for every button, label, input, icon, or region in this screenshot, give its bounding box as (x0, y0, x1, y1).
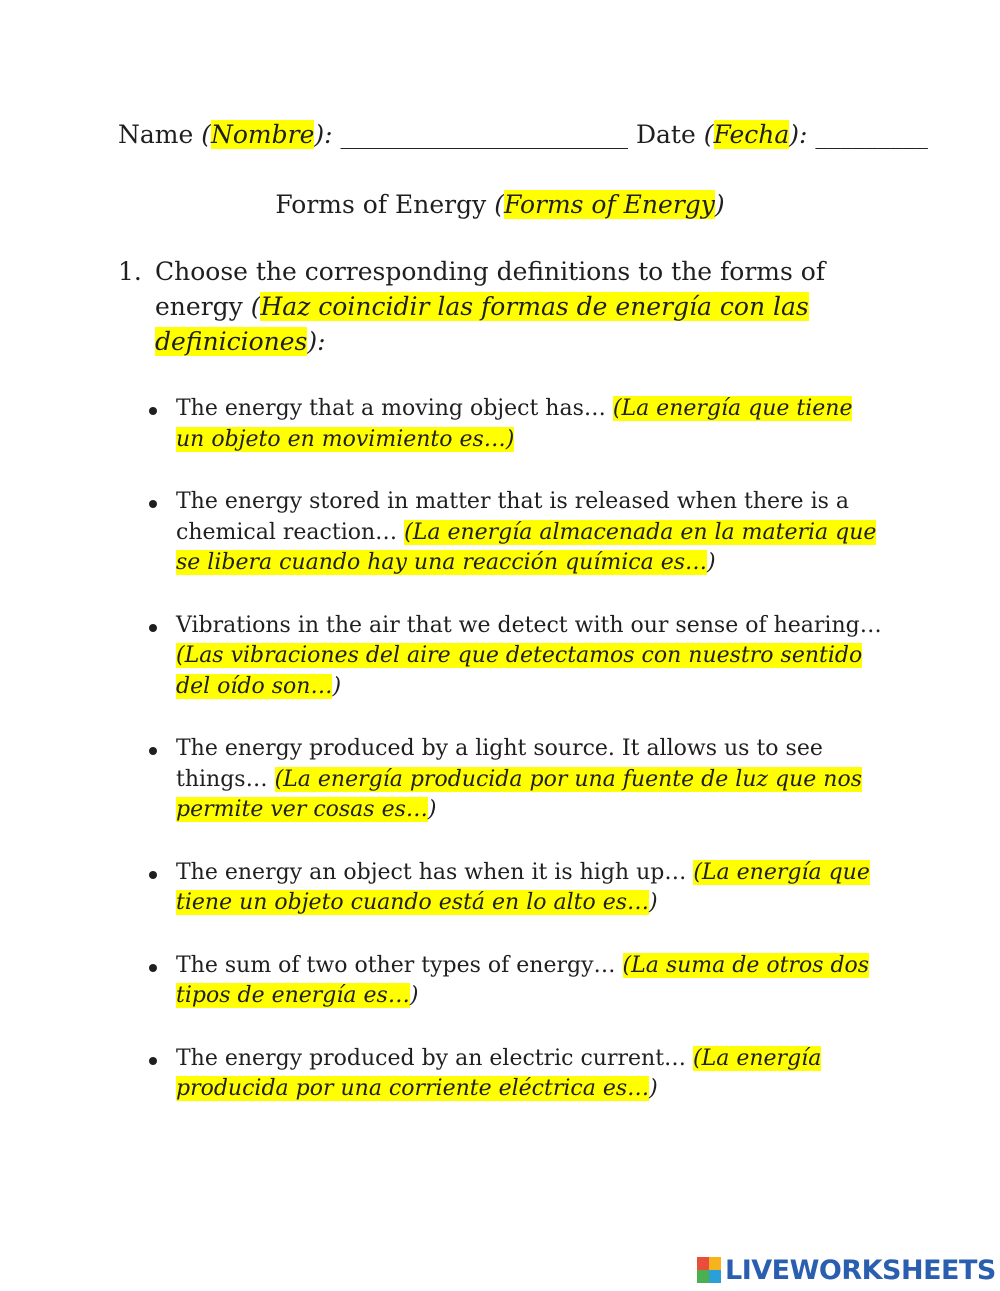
logo-square (697, 1257, 709, 1270)
question-1 (118, 254, 838, 359)
question-number: 1. (118, 257, 142, 286)
definition-spanish: (La suma de otros dos tipos de energía es… (176, 952, 870, 1008)
title-spanish: Forms of Energy (503, 190, 715, 219)
title-english: Forms of Energy (275, 190, 495, 219)
definition-spanish: (La energía que tiene un objeto en movimiento es…) (176, 396, 853, 452)
date-blank[interactable]: _________ (807, 120, 928, 149)
definition-english: The energy an object has when it is high up… (176, 859, 694, 885)
definition-tail: ) (649, 890, 658, 915)
definition-english: Vibrations in the air that we detect with our sense of hearing… (176, 612, 882, 638)
definition-spanish: (La energía producida por una corriente eléctrica es… (176, 1045, 822, 1101)
bullet-icon (149, 871, 157, 879)
definition-item (146, 734, 886, 826)
bullet-icon (149, 747, 157, 755)
definition-item (146, 1044, 886, 1105)
liveworksheets-logo (697, 1254, 996, 1286)
definition-item (146, 951, 886, 1012)
date-label: Date (635, 120, 704, 149)
name-spanish-label: Nombre (211, 120, 315, 149)
bullet-icon (149, 1057, 157, 1065)
definition-english: The energy stored in matter that is released when there is a chemical reaction… (176, 489, 850, 545)
definition-item (146, 487, 886, 579)
question-paren-open: ( (250, 292, 261, 321)
date-paren-open: ( (703, 120, 714, 149)
name-paren-open: ( (201, 120, 211, 149)
title-paren-close: ) (714, 190, 725, 219)
definition-item (146, 858, 886, 919)
definition-tail: ) (707, 550, 716, 575)
definition-spanish: (La energía producida por una fuente de luz que nos permite ver cosas es… (176, 766, 862, 822)
bullet-icon (149, 500, 157, 508)
definition-english: The sum of two other types of energy… (176, 952, 623, 978)
logo-square (709, 1270, 721, 1283)
definition-spanish: (Las vibraciones del aire que detectamos con nuestro sentido del oído son… (176, 643, 863, 699)
bullet-icon (149, 964, 157, 972)
definition-english: The energy produced by a light source. It allows us to see things… (176, 736, 823, 792)
logo-square (709, 1257, 721, 1270)
definition-item (146, 611, 886, 703)
definition-list (146, 394, 886, 1105)
title-paren-open: ( (494, 190, 504, 219)
logo-square (697, 1270, 709, 1283)
liveworksheets-logo-icon (697, 1257, 721, 1283)
bullet-icon (149, 407, 157, 415)
date-spanish-label: Fecha (713, 120, 790, 149)
definition-spanish: (La energía almacenada en la materia que se libera cuando hay una reacción química es… (176, 519, 877, 575)
name-blank[interactable]: _______________________ (332, 120, 636, 149)
question-paren-close: ): (307, 327, 326, 356)
page-title (0, 186, 1000, 224)
definition-english: The energy that a moving object has… (176, 396, 613, 421)
definition-tail: ) (332, 673, 342, 699)
bullet-icon (149, 624, 157, 632)
name-date-line (118, 116, 928, 154)
question-spanish: Haz coincidir las formas de energía con las definiciones (155, 292, 809, 356)
logo-text: LIVEWORKSHEETS (725, 1254, 996, 1286)
definition-spanish: (La energía que tiene un objeto cuando está en lo alto es… (176, 859, 870, 915)
definition-tail: ) (649, 1076, 658, 1101)
question-text (155, 254, 838, 359)
name-paren-close: ): (314, 120, 333, 149)
definition-tail: ) (409, 983, 419, 1008)
date-paren-close: ): (789, 120, 808, 149)
definition-english: The energy produced by an electric current… (176, 1045, 694, 1071)
definition-tail: ) (427, 797, 437, 822)
question-english: Choose the corresponding definitions to the forms of energy (155, 257, 826, 321)
name-label: Name (118, 120, 202, 149)
definition-item (146, 394, 886, 455)
